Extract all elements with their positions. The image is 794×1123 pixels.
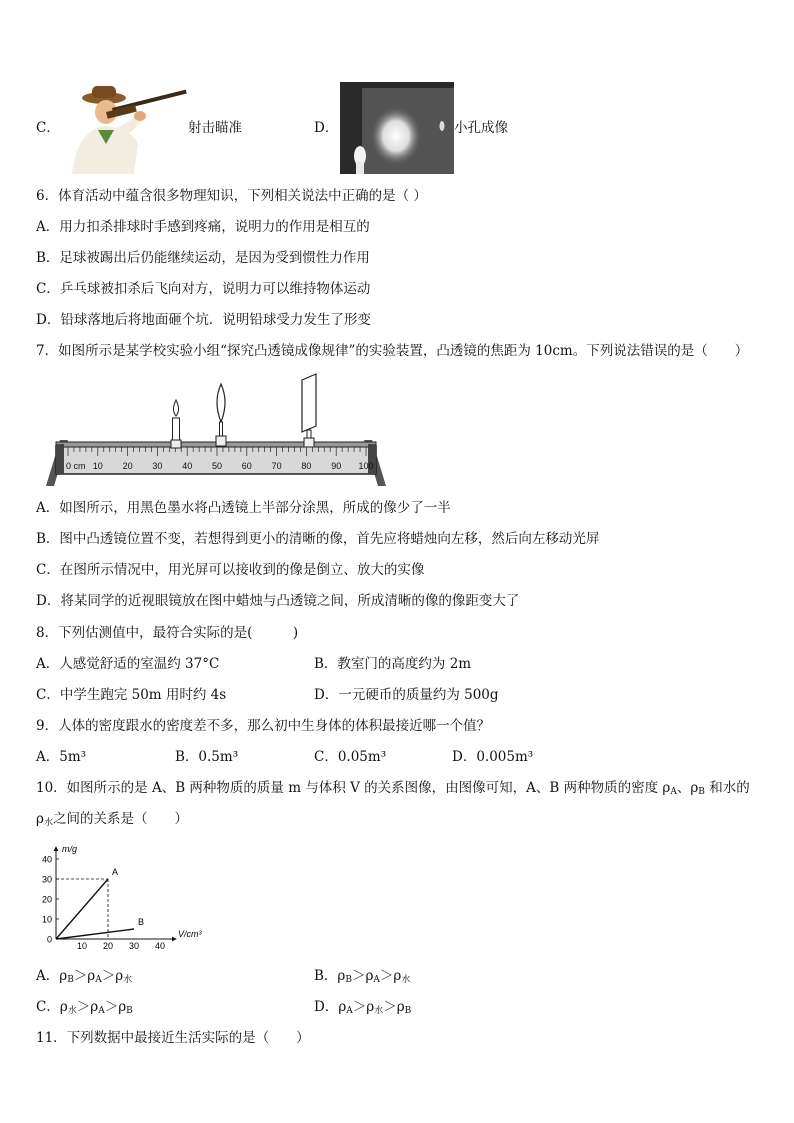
y-tick-label: 10 (41, 914, 52, 925)
q8-option-b: B．教室门的高度约为 2m (314, 656, 472, 672)
y-tick-label: 20 (41, 894, 52, 905)
q11-stem: 11．下列数据中最接近生活实际的是（ ） (36, 1030, 310, 1046)
q8-option-a: A．人感觉舒适的室温约 37°C (36, 656, 220, 672)
ruler-tick-label: 50 (211, 461, 223, 471)
convex-lens (216, 384, 226, 446)
x-axis-label: V/cm³ (178, 929, 202, 939)
q10-option-b: B．$\rho_B>\rho_A>\rho_水$ (314, 968, 411, 985)
q10-option-c: C．$\rho_水>\rho_A>\rho_B$ (36, 999, 133, 1016)
ruler-tick-label: 70 (271, 461, 282, 471)
ruler-tick-label: 80 (301, 461, 312, 471)
ruler-tick-label: 20 (122, 461, 133, 471)
q10-option-d: D．$\rho_A>\rho_水>\rho_B$ (314, 999, 412, 1016)
q7-option-b: B．图中凸透镜位置不变，若想得到更小的清晰的像，首先应将蜡烛向左移，然后向左移动光屏 (36, 531, 600, 547)
q7-option-a: A．如图所示，用黑色墨水将凸透镜上半部分涂黑，所成的像少了一半 (36, 500, 451, 516)
q5-option-d-letter: D． (314, 120, 339, 136)
q8-stem: 8．下列估测值中，最符合实际的是( ) (36, 625, 299, 641)
mass-volume-chart (34, 842, 204, 954)
q5-option-c-letter: C． (36, 120, 60, 136)
ruler-tick-label: 90 (331, 461, 342, 471)
q9-option-c: C．0.05m³ (314, 749, 387, 765)
x-tick-label: 30 (128, 941, 140, 951)
ruler-tick-label: 100 (358, 461, 374, 471)
y-tick-label: 30 (41, 874, 52, 885)
q9-option-b: B．0.5m³ (175, 749, 239, 765)
x-tick-label: 10 (76, 941, 88, 951)
q7-option-d: D．将某同学的近视眼镜放在图中蜡烛与凸透镜之间，所成清晰的像的像距变大了 (36, 593, 520, 609)
y-tick-label: 0 (46, 934, 52, 945)
ruler-tick-label: 30 (152, 461, 163, 471)
ruler-tick-label: 40 (182, 461, 193, 471)
q6-option-a: A．用力扣杀排球时手感到疼痛，说明力的作用是相互的 (36, 219, 370, 235)
q7-option-c: C．在图所示情况中，用光屏可以接收到的像是倒立、放大的实像 (36, 562, 425, 578)
series-line-a (56, 879, 108, 939)
q5-option-c-caption: 射击瞄准 (188, 120, 242, 136)
q9-option-a: A．5m³ (36, 749, 87, 765)
q8-option-d: D．一元硬币的质量约为 500g (314, 687, 499, 703)
x-tick-label: 20 (102, 941, 114, 951)
q6-option-b: B．足球被踢出后仍能继续运动，是因为受到惯性力作用 (36, 250, 370, 266)
ruler-tick-label: 0 cm (66, 461, 86, 471)
q9-option-d: D．0.005m³ (452, 749, 534, 765)
ruler-tick-label: 60 (241, 461, 252, 471)
q8-option-c: C．中学生跑完 50m 用时约 4s (36, 687, 227, 703)
candle (171, 400, 181, 448)
q10-option-a: A．$\rho_B>\rho_A>\rho_水$ (36, 968, 133, 985)
x-tick-label: 40 (154, 941, 166, 951)
optical-bench-figure (40, 370, 392, 490)
pinhole-image (340, 82, 454, 174)
shooter-image (62, 84, 190, 174)
ruler-tick-label: 10 (92, 461, 103, 471)
q9-stem: 9．人体的密度跟水的密度差不多，那么初中生身体的体积最接近哪一个值？ (36, 718, 491, 734)
y-tick-label: 40 (41, 854, 52, 865)
y-axis-label: m/g (62, 844, 78, 854)
series-label-b: B (138, 917, 145, 927)
series-line-b (56, 929, 134, 939)
q6-option-c: C．乒乓球被扣杀后飞向对方，说明力可以维持物体运动 (36, 281, 371, 297)
q5-option-d-caption: 小孔成像 (454, 120, 508, 136)
q10-stem-line2: $\rho_水$之间的关系是（ ） (36, 811, 188, 828)
light-screen (302, 374, 316, 447)
q6-stem: 6．体育活动中蕴含很多物理知识，下列相关说法中正确的是（ ） (36, 188, 427, 204)
q10-stem-line1: 10．如图所示的是 A、B 两种物质的质量 m 与体积 V 的关系图像，由图像可知，A、B 两种物质的密度 $\rho_A$、$\rho_B$ 和水的 (36, 780, 750, 797)
series-label-a: A (112, 867, 119, 877)
q7-stem: 7．如图所示是某学校实验小组“探究凸透镜成像规律”的实验装置，凸透镜的焦距为 10cm。下列说法错误的是（ ） (36, 343, 749, 359)
q6-option-d: D．铅球落地后将地面砸个坑．说明铅球受力发生了形变 (36, 312, 371, 328)
